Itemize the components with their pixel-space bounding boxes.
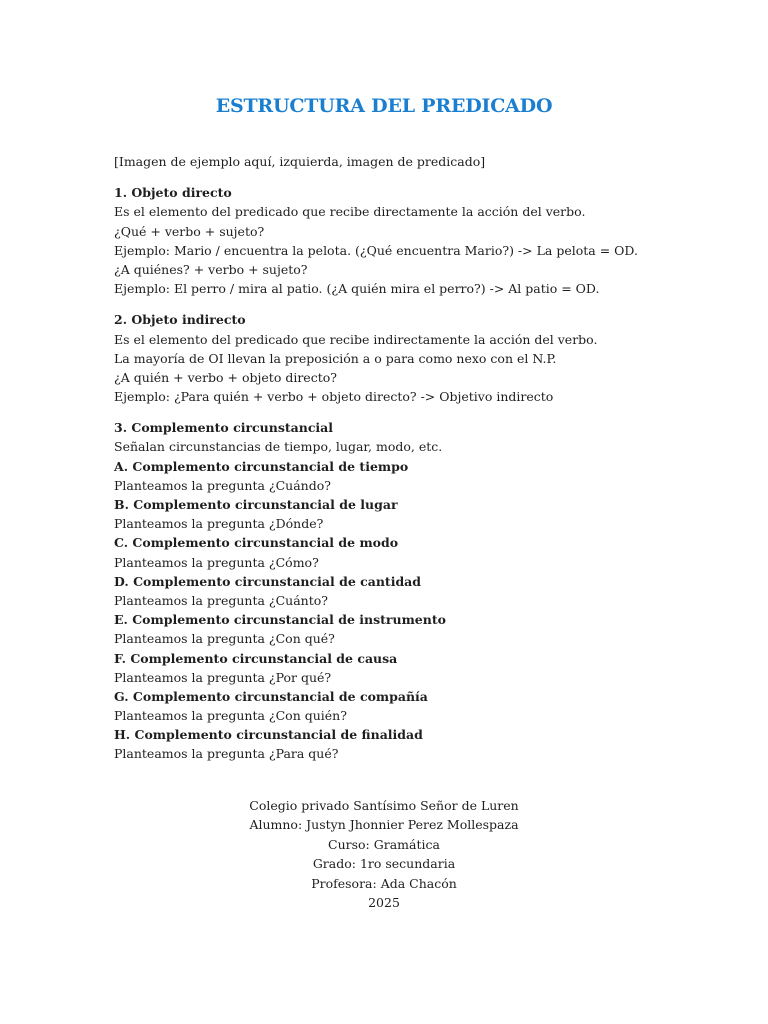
body-text-line: Planteamos la pregunta ¿Cuándo? xyxy=(114,477,331,493)
body-text-line: La mayoría de OI llevan la preposición a o para como nexo con el N.P. xyxy=(114,350,557,366)
footer-year: 2025 xyxy=(368,894,400,910)
image-placeholder-text: [Imagen de ejemplo aquí, izquierda, imagen de predicado] xyxy=(114,154,486,169)
body-text-line: Ejemplo: ¿Para quién + verbo + objeto directo? -> Objetivo indirecto xyxy=(114,389,554,405)
footer-school-name: Colegio privado Santísimo Señor de Luren xyxy=(249,798,519,813)
footer-teacher-name: Profesora: Ada Chacón xyxy=(311,875,457,891)
subsection-heading: H. Complemento circunstancial de finalidad xyxy=(114,727,423,743)
body-text-line: ¿A quién + verbo + objeto directo? xyxy=(114,369,337,385)
section-1 xyxy=(114,183,694,298)
subsection-heading: C. Complemento circunstancial de modo xyxy=(114,535,399,551)
body-text-line: Planteamos la pregunta ¿Con qué? xyxy=(114,631,335,647)
body-text-line: ¿A quiénes? + verbo + sujeto? xyxy=(114,261,308,277)
body-text-line: Ejemplo: El perro / mira al patio. (¿A quién mira el perro?) -> Al patio = OD. xyxy=(114,281,600,297)
subsection-heading: D. Complemento circunstancial de cantidad xyxy=(114,573,422,589)
sections-container xyxy=(114,183,694,763)
document-footer xyxy=(0,796,768,912)
document-title: ESTRUCTURA DEL PREDICADO xyxy=(215,95,553,117)
footer-course-name: Curso: Gramática xyxy=(328,836,440,852)
body-text-line: Planteamos la pregunta ¿Con quién? xyxy=(114,708,347,724)
section-3 xyxy=(114,418,694,763)
subsection-heading: A. Complemento circunstancial de tiempo xyxy=(114,458,409,474)
body-text-line: Planteamos la pregunta ¿Cuánto? xyxy=(114,592,328,608)
subsection-heading: G. Complemento circunstancial de compañía xyxy=(114,688,428,704)
section-heading: 1. Objeto directo xyxy=(114,185,232,201)
subsection-heading: E. Complemento circunstancial de instrumento xyxy=(114,612,446,628)
footer-student-name: Alumno: Justyn Jhonnier Perez Mollespaza xyxy=(249,817,519,833)
section-heading: 3. Complemento circunstancial xyxy=(114,420,334,436)
body-text-line: Planteamos la pregunta ¿Por qué? xyxy=(114,669,332,685)
footer-grade-level: Grado: 1ro secundaria xyxy=(312,856,456,872)
section-heading: 2. Objeto indirecto xyxy=(114,312,246,328)
body-text-line: Planteamos la pregunta ¿Para qué? xyxy=(114,746,339,762)
section-2 xyxy=(114,310,694,406)
body-text-line: Señalan circunstancias de tiempo, lugar, modo, etc. xyxy=(114,439,443,455)
body-text-line: Es el elemento del predicado que recibe directamente la acción del verbo. xyxy=(114,204,586,220)
body-text-line: ¿Qué + verbo + sujeto? xyxy=(114,223,265,239)
body-text-line: Ejemplo: Mario / encuentra la pelota. (¿Qué encuentra Mario?) -> La pelota = OD. xyxy=(114,242,638,258)
subsection-heading: F. Complemento circunstancial de causa xyxy=(114,650,398,666)
body-text-line: Es el elemento del predicado que recibe indirectamente la acción del verbo. xyxy=(114,331,598,347)
body-text-line: Planteamos la pregunta ¿Dónde? xyxy=(114,516,324,532)
body-text-line: Planteamos la pregunta ¿Cómo? xyxy=(114,554,319,570)
subsection-heading: B. Complemento circunstancial de lugar xyxy=(114,497,398,512)
document-body xyxy=(114,152,694,764)
